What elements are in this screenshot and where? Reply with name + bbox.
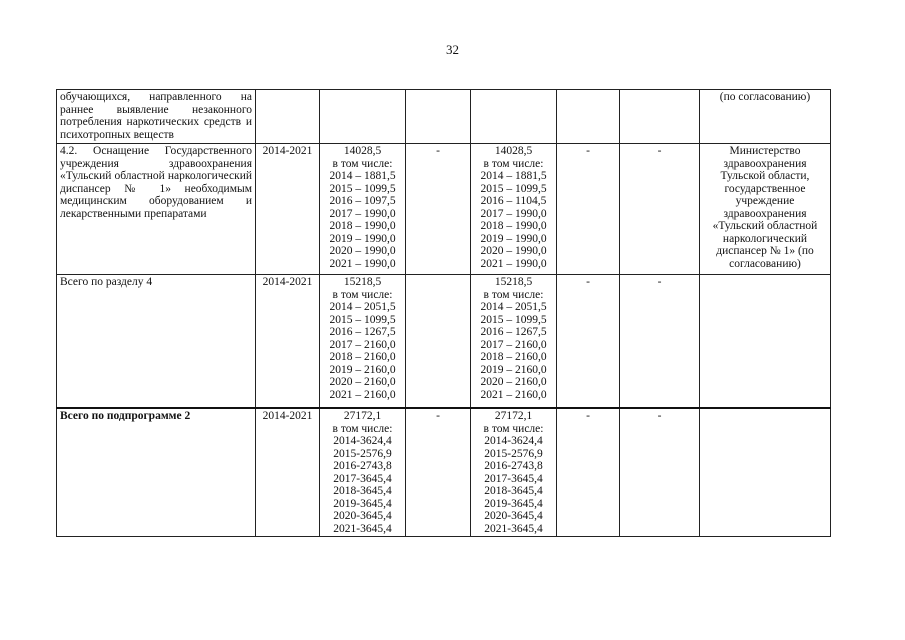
other-sources-cell: - bbox=[620, 144, 700, 275]
local-budget-cell: - bbox=[557, 275, 620, 409]
funding-line: 2017 – 2160,0 bbox=[480, 338, 547, 351]
funding-line: 2016 – 1267,5 bbox=[480, 326, 547, 338]
funding-line: 2020 – 1990,0 bbox=[329, 245, 396, 257]
regional-budget-cell bbox=[471, 275, 557, 409]
total-funding-cell bbox=[320, 90, 406, 144]
funding-line: 2016 – 1104,5 bbox=[480, 195, 547, 207]
executor-cell: (по согласованию) bbox=[700, 90, 831, 144]
table-row bbox=[57, 408, 831, 537]
total-funding-cell bbox=[320, 408, 406, 537]
funding-line: 2015 – 1099,5 bbox=[329, 182, 396, 195]
funding-line: в том числе: bbox=[483, 157, 544, 170]
funding-line: 2016-2743,8 bbox=[333, 460, 392, 472]
funding-line: 2014 – 1881,5 bbox=[329, 170, 396, 182]
funding-line: 2019 – 1990,0 bbox=[480, 232, 547, 245]
funding-line: в том числе: bbox=[332, 288, 393, 301]
funding-line: 27172,1 bbox=[343, 410, 382, 422]
period-cell: 2014-2021 bbox=[256, 275, 320, 409]
program-table bbox=[56, 89, 831, 537]
funding-line: 2015 – 1099,5 bbox=[480, 313, 547, 326]
regional-budget-cell bbox=[471, 408, 557, 537]
funding-line: 2021 – 2160,0 bbox=[329, 388, 396, 401]
period-cell: 2014-2021 bbox=[256, 144, 320, 275]
funding-line: 2021-3645,4 bbox=[484, 522, 543, 535]
funding-line: в том числе: bbox=[332, 422, 393, 435]
funding-line: 2017-3645,4 bbox=[484, 472, 543, 485]
funding-line: 2017 – 1990,0 bbox=[329, 207, 396, 220]
period-cell: 2014-2021 bbox=[256, 408, 320, 537]
funding-line: 2014 – 2051,5 bbox=[329, 301, 396, 313]
funding-line: 2015 – 1099,5 bbox=[329, 313, 396, 326]
regional-budget-cell bbox=[471, 90, 557, 144]
funding-line: 2019 – 2160,0 bbox=[329, 363, 396, 376]
federal-budget-cell bbox=[406, 275, 471, 409]
funding-line: 2019 – 2160,0 bbox=[480, 363, 547, 376]
period-cell bbox=[256, 90, 320, 144]
funding-line: 2021 – 2160,0 bbox=[480, 388, 547, 401]
federal-budget-cell: - bbox=[406, 408, 471, 537]
funding-line: 2015-2576,9 bbox=[333, 447, 392, 460]
funding-line: 14028,5 bbox=[494, 145, 533, 157]
funding-line: 2018 – 2160,0 bbox=[329, 351, 396, 363]
funding-line: в том числе: bbox=[332, 157, 393, 170]
funding-line: 15218,5 bbox=[343, 276, 382, 288]
local-budget-cell bbox=[557, 90, 620, 144]
funding-line: 2018 – 2160,0 bbox=[480, 351, 547, 363]
funding-line: 2014 – 1881,5 bbox=[480, 170, 547, 182]
table-row bbox=[57, 275, 831, 409]
funding-line: 2018-3645,4 bbox=[333, 485, 392, 497]
funding-line: 2018 – 1990,0 bbox=[329, 220, 396, 232]
executor-cell bbox=[700, 408, 831, 537]
funding-line: 27172,1 bbox=[494, 410, 533, 422]
federal-budget-cell: - bbox=[406, 144, 471, 275]
funding-line: 2017 – 1990,0 bbox=[480, 207, 547, 220]
total-funding-cell bbox=[320, 144, 406, 275]
local-budget-cell: - bbox=[557, 408, 620, 537]
funding-line: 2016-2743,8 bbox=[484, 460, 543, 472]
funding-line: в том числе: bbox=[483, 288, 544, 301]
funding-line: 2015-2576,9 bbox=[484, 447, 543, 460]
executor-cell: Министерство здравоохранения Тульской области, государственное учреждение здравоохранения «Тульский областной наркологический диспансер № 1» (по согласованию) bbox=[700, 144, 831, 275]
funding-line: 2014-3624,4 bbox=[484, 435, 543, 447]
other-sources-cell: - bbox=[620, 275, 700, 409]
funding-line: 2020-3645,4 bbox=[333, 510, 392, 522]
funding-line: 2019-3645,4 bbox=[484, 497, 543, 510]
funding-line: 14028,5 bbox=[343, 145, 382, 157]
federal-budget-cell bbox=[406, 90, 471, 144]
total-funding-cell bbox=[320, 275, 406, 409]
funding-line: 2021 – 1990,0 bbox=[480, 257, 547, 270]
regional-budget-cell bbox=[471, 144, 557, 275]
executor-cell bbox=[700, 275, 831, 409]
measure-name-cell: Всего по разделу 4 bbox=[57, 275, 256, 409]
funding-line: в том числе: bbox=[483, 422, 544, 435]
funding-line: 2019-3645,4 bbox=[333, 497, 392, 510]
funding-line: 2020 – 2160,0 bbox=[329, 376, 396, 388]
funding-line: 2020-3645,4 bbox=[484, 510, 543, 522]
funding-line: 2020 – 2160,0 bbox=[480, 376, 547, 388]
measure-name-cell: Всего по подпрограмме 2 bbox=[57, 408, 256, 537]
funding-line: 2018 – 1990,0 bbox=[480, 220, 547, 232]
funding-line: 2021-3645,4 bbox=[333, 522, 392, 535]
funding-line: 2021 – 1990,0 bbox=[329, 257, 396, 270]
measure-name-cell: 4.2. Оснащение Государственного учреждения здравоохранения «Тульский областной наркологический диспансер № 1» необходимым медицинским оборудованием и лекарственными препаратами bbox=[57, 144, 256, 275]
funding-line: 2014 – 2051,5 bbox=[480, 301, 547, 313]
table-row bbox=[57, 144, 831, 275]
funding-line: 2018-3645,4 bbox=[484, 485, 543, 497]
measure-name-cell: обучающихся, направленного на раннее выявление незаконного потребления наркотических средств и психотропных веществ bbox=[57, 90, 256, 144]
funding-line: 2017-3645,4 bbox=[333, 472, 392, 485]
other-sources-cell bbox=[620, 90, 700, 144]
local-budget-cell: - bbox=[557, 144, 620, 275]
funding-line: 2017 – 2160,0 bbox=[329, 338, 396, 351]
funding-line: 15218,5 bbox=[494, 276, 533, 288]
page-number: 32 bbox=[446, 42, 459, 57]
other-sources-cell: - bbox=[620, 408, 700, 537]
funding-line: 2014-3624,4 bbox=[333, 435, 392, 447]
funding-line: 2019 – 1990,0 bbox=[329, 232, 396, 245]
funding-line: 2015 – 1099,5 bbox=[480, 182, 547, 195]
funding-line: 2016 – 1267,5 bbox=[329, 326, 396, 338]
funding-line: 2016 – 1097,5 bbox=[329, 195, 396, 207]
table-row bbox=[57, 90, 831, 144]
funding-line: 2020 – 1990,0 bbox=[480, 245, 547, 257]
